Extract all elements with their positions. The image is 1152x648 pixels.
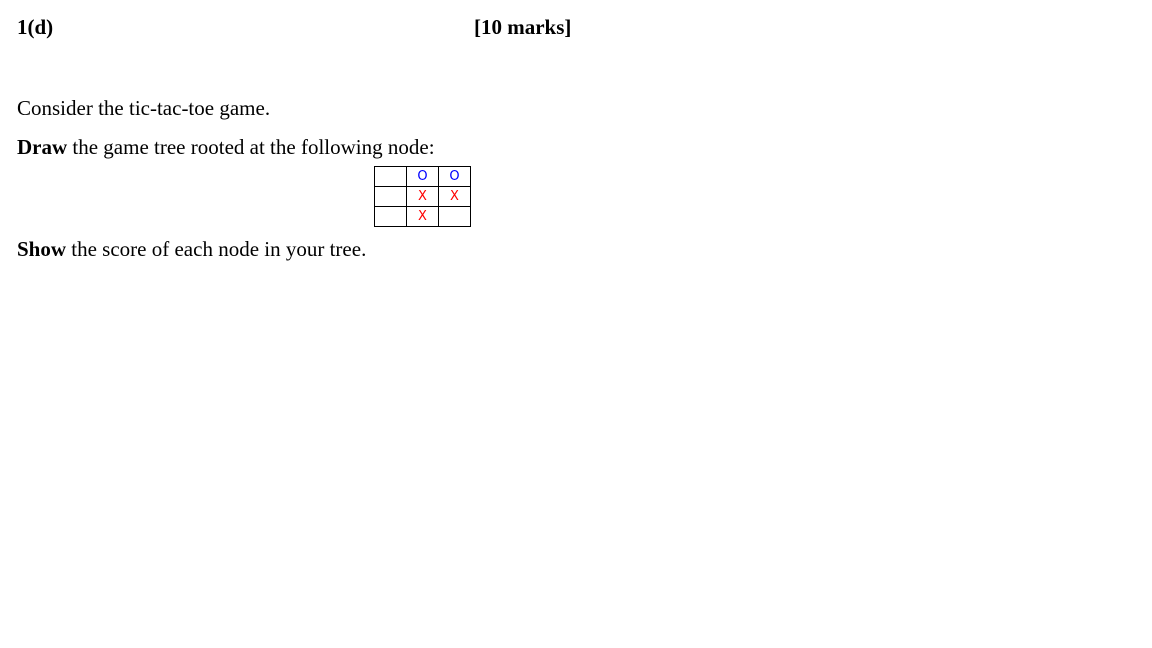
board-row	[375, 187, 471, 207]
board-cell	[439, 207, 471, 227]
question-number: 1(d)	[17, 15, 54, 39]
board-cell	[375, 167, 407, 187]
board-row	[375, 207, 471, 227]
show-instruction-text: the score of each node in your tree.	[66, 237, 367, 261]
board-cell: O	[439, 167, 471, 187]
show-keyword: Show	[17, 237, 67, 261]
board-cell: X	[439, 187, 471, 207]
tic-tac-toe-board	[374, 166, 471, 227]
intro-text: Consider the tic-tac-toe game.	[17, 96, 271, 120]
board-cell: X	[407, 207, 439, 227]
board-cell	[375, 207, 407, 227]
show-instruction	[17, 237, 366, 261]
board-row	[375, 167, 471, 187]
board-cell: O	[407, 167, 439, 187]
draw-keyword: Draw	[17, 135, 68, 159]
board-cell: X	[407, 187, 439, 207]
draw-instruction-text: the game tree rooted at the following node:	[67, 135, 435, 159]
marks-label: [10 marks]	[474, 15, 572, 39]
board-cell	[375, 187, 407, 207]
draw-instruction	[17, 135, 435, 159]
